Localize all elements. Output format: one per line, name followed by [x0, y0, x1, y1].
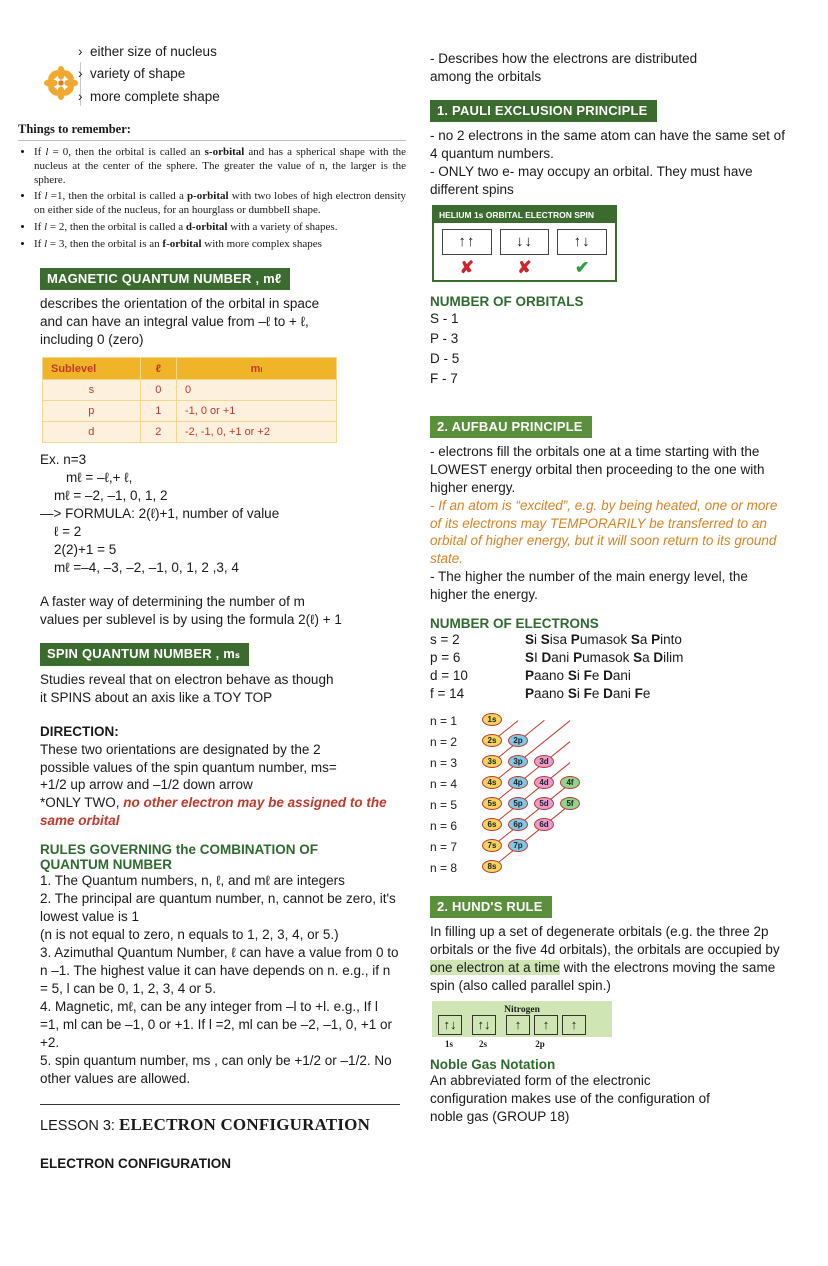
- hund-paragraph: [430, 923, 788, 995]
- energy-level-label-1: n = 1: [430, 714, 458, 729]
- orbital-bubble-6d: 6d: [534, 818, 554, 831]
- example-line-4: ℓ = 2: [54, 523, 82, 539]
- direction-line-3: +1/2 up arrow and –1/2 down arrow: [40, 777, 253, 793]
- electron-left-s: s = 2: [430, 632, 460, 648]
- helium-orbital-box: ↑↓: [557, 229, 607, 255]
- nitrogen-cell-2p-1: ↑: [506, 1015, 530, 1035]
- example-line-5: 2(2)+1 = 5: [54, 541, 117, 557]
- energy-level-label-4: n = 4: [430, 777, 458, 792]
- orbital-bubble-5f: 5f: [560, 797, 580, 810]
- orbital-bubble-4p: 4p: [508, 776, 528, 789]
- energy-level-label-7: n = 7: [430, 840, 458, 855]
- only-two-note: [40, 794, 400, 830]
- electron-row-d: [430, 667, 788, 685]
- orbital-count-p: P - 3: [430, 330, 459, 346]
- number-of-orbitals-header: NUMBER OF ORBITALS: [430, 293, 584, 309]
- orbital-bubble-3p: 3p: [508, 755, 528, 768]
- energy-level-label-2: n = 2: [430, 735, 458, 750]
- cell-sublevel: p: [43, 401, 141, 422]
- nitrogen-sublevel-labels: [432, 1039, 788, 1049]
- magnetic-quantum-number-header: MAGNETIC QUANTUM NUMBER , mℓ: [40, 268, 290, 290]
- lesson-prefix: LESSON 3:: [40, 1117, 115, 1134]
- helium-orbital-box: ↓↓: [500, 229, 550, 255]
- orbital-bubble-2s: 2s: [482, 734, 502, 747]
- nitrogen-cell-1s: ↑↓: [438, 1015, 462, 1035]
- rules-header-line-1: RULES GOVERNING the COMBINATION OF: [40, 842, 319, 858]
- hunds-rule-header: 2. HUND'S RULE: [430, 896, 552, 918]
- example-line-3: —> FORMULA: 2(ℓ)+1, number of value: [40, 505, 280, 521]
- direction-line-2: possible values of the spin quantum number, ms=: [40, 759, 337, 775]
- aufbau-italic-note: - If an atom is “excited”, e.g. by being heated, one or more of its electrons may TEMPORARILY be transferred to an orbital of higher energy, but it will soon return to its ground state.: [430, 497, 778, 567]
- faster-way-line-2: values per sublevel is by using the formula 2(ℓ) + 1: [40, 611, 342, 627]
- energy-level-label-8: n = 8: [430, 861, 458, 876]
- orbital-bubble-5p: 5p: [508, 797, 528, 810]
- example-line-6: mℓ =–4, –3, –2, –1, 0, 1, 2 ,3, 4: [54, 559, 239, 575]
- table-header-sublevel: Sublevel: [43, 358, 141, 380]
- noble-line-3: noble gas (GROUP 18): [430, 1108, 570, 1124]
- orbital-count-s: S - 1: [430, 310, 459, 326]
- magnetic-desc-1: describes the orientation of the orbital in space: [40, 296, 320, 312]
- left-column: [18, 40, 407, 1246]
- nitrogen-orbital-figure: [432, 1001, 612, 1037]
- rules-header-line-2: QUANTUM NUMBER: [40, 857, 172, 873]
- noble-line-2: configuration makes use of the configuration of: [430, 1090, 710, 1106]
- electron-row-p: [430, 649, 788, 667]
- hund-text-1: In filling up a set of degenerate orbitals (e.g. the three 2p orbitals or the five 4d orbitals), the orbitals are occupied by: [430, 924, 780, 958]
- example-line-1: mℓ = –ℓ,+ ℓ,: [66, 470, 133, 486]
- arrow-bullet-text: variety of shape: [90, 66, 186, 82]
- number-of-electrons-header: NUMBER OF ELECTRONS: [430, 616, 599, 632]
- cell-sublevel: s: [43, 380, 141, 401]
- nitrogen-label-1s: 1s: [444, 1038, 453, 1049]
- things-to-remember-block: [18, 122, 406, 251]
- lesson-title: ELECTRON CONFIGURATION: [118, 1114, 371, 1134]
- arrow-bullet-1: [40, 64, 400, 84]
- helium-mark-x: ✘: [459, 257, 474, 277]
- table-row: [43, 380, 337, 401]
- noble-line-1: An abbreviated form of the electronic: [430, 1072, 651, 1088]
- cell-ml: 0: [176, 380, 336, 401]
- helium-orbital-box: ↑↑: [442, 229, 492, 255]
- intro-line-2: among the orbitals: [430, 68, 542, 84]
- arrow-bullet-0: [40, 42, 400, 62]
- electron-left-p: p = 6: [430, 650, 461, 666]
- list-item: • If l =1, then the orbital is called a p-orbital with two lobes of high electron density on either side of the nucleus, for an hourglass or dumbbell shape.: [34, 190, 406, 218]
- table-header-l: ℓ: [140, 358, 176, 380]
- things-to-remember-list: [18, 146, 406, 251]
- rule-3: 3. Azimuthal Quantum Number, ℓ can have a value from 0 to n –1. The highest value it can have depends on n. e.g., if n = 5, l can be 0, 1, 2, 3, 4 or 5.: [40, 945, 399, 997]
- nitrogen-cell-2p-2: ↑: [534, 1015, 558, 1035]
- nitrogen-cell-2p-3: ↑: [562, 1015, 586, 1035]
- arrow-bullet-text: either size of nucleus: [90, 44, 217, 59]
- intro-line-1: - Describes how the electrons are distributed: [430, 51, 698, 66]
- rule-5: 5. spin quantum number, ms , can only be +1/2 or –1/2. No other values are allowed.: [40, 1052, 392, 1086]
- electron-mnemonic-f: Paano Si Fe Dani Fe: [525, 686, 651, 702]
- nitrogen-label-2s: 2s: [478, 1038, 487, 1049]
- direction-line-1: These two orientations are designated by the 2: [40, 741, 321, 757]
- nitrogen-label-2p: 2p: [535, 1038, 545, 1049]
- cell-l: 1: [140, 401, 176, 422]
- spin-desc-1: Studies reveal that on electron behave as though: [40, 671, 334, 687]
- orbital-bubble-6p: 6p: [508, 818, 528, 831]
- magnetic-desc-3: including 0 (zero): [40, 332, 144, 348]
- pauli-line-1: - no 2 electrons in the same atom can have the same set of 4 quantum numbers.: [430, 127, 785, 161]
- cell-ml: -1, 0 or +1: [176, 401, 336, 422]
- orbital-bubble-1s: 1s: [482, 713, 502, 726]
- pauli-exclusion-header: 1. PAULI EXCLUSION PRINCIPLE: [430, 100, 657, 122]
- spin-desc-2: it SPINS about an axis like a TOY TOP: [40, 689, 273, 705]
- hund-text-2: with the electrons moving the same spin (also called parallel spin.): [430, 960, 776, 993]
- faster-way-line-1: A faster way of determining the number of m: [40, 593, 305, 609]
- arrow-bullet-text: more complete shape: [90, 88, 220, 104]
- horizontal-divider: [18, 140, 406, 141]
- orbital-bubble-5d: 5d: [534, 797, 554, 810]
- orbital-bubble-4s: 4s: [482, 776, 502, 789]
- pauli-line-2: - ONLY two e- may occupy an orbital. They must have different spins: [430, 163, 753, 197]
- chevron-right-icon: ›: [78, 66, 83, 82]
- rule-2: 2. The principal are quantum number, n, cannot be zero, it's lowest value is 1: [40, 891, 396, 925]
- helium-cell-0: [438, 229, 496, 278]
- right-column: [430, 40, 788, 1246]
- helium-cell-1: [496, 229, 554, 278]
- hund-highlight: one electron at a time: [430, 960, 560, 976]
- electron-mnemonic-d: Paano Si Fe Dani: [525, 668, 631, 684]
- energy-level-label-5: n = 5: [430, 798, 458, 813]
- orbital-bubble-3d: 3d: [534, 755, 554, 768]
- orbital-bubble-7s: 7s: [482, 839, 502, 852]
- orbital-bubble-7p: 7p: [508, 839, 528, 852]
- energy-level-label-3: n = 3: [430, 756, 458, 771]
- aufbau-last-line: - The higher the number of the main energy level, the higher the energy.: [430, 569, 748, 603]
- cell-sublevel: d: [43, 422, 141, 443]
- flower-decoration-block: [40, 40, 400, 116]
- orbital-bubble-3s: 3s: [482, 755, 502, 768]
- helium-cell-2: [553, 229, 611, 278]
- rule-1: 1. The Quantum numbers, n, ℓ, and mℓ are integers: [40, 873, 345, 889]
- helium-mark-check: ✔: [575, 257, 590, 277]
- helium-figure-title: HELIUM 1s ORBITAL ELECTRON SPIN: [434, 207, 615, 223]
- aufbau-filling-diagram: [430, 709, 770, 894]
- table-header-row: [43, 358, 337, 380]
- table-row: [43, 401, 337, 422]
- electron-row-s: [430, 631, 788, 649]
- electron-mnemonic-s: Si Sisa Pumasok Sa Pinto: [525, 632, 682, 648]
- rule-4: 4. Magnetic, mℓ, can be any integer from –l to +l. e.g., If l =1, ml can be –1, 0 or +1. If l =2, ml can be –2, –1, 0, +1 or +2.: [40, 998, 392, 1050]
- spin-quantum-number-header: SPIN QUANTUM NUMBER , mₛ: [40, 643, 249, 666]
- orbital-bubble-2p: 2p: [508, 734, 528, 747]
- section-divider: [40, 1104, 400, 1105]
- aufbau-line-1: - electrons fill the orbitals one at a time starting with the LOWEST energy orbital then proceeding to the one with higher energy.: [430, 443, 765, 495]
- only-two-prefix: *ONLY TWO,: [40, 795, 120, 811]
- orbital-bubble-4d: 4d: [534, 776, 554, 789]
- cell-l: 0: [140, 380, 176, 401]
- orbital-bubble-5s: 5s: [482, 797, 502, 810]
- table-row: [43, 422, 337, 443]
- orbital-count-f: F - 7: [430, 371, 458, 387]
- energy-level-label-6: n = 6: [430, 819, 458, 834]
- orbital-bubble-4f: 4f: [560, 776, 580, 789]
- helium-spin-figure: [432, 205, 617, 282]
- helium-figure-body: [434, 223, 615, 280]
- electron-row-f: [430, 685, 788, 703]
- cell-l: 2: [140, 422, 176, 443]
- example-line-2: mℓ = –2, –1, 0, 1, 2: [54, 488, 168, 504]
- electron-mnemonic-p: SI Dani Pumasok Sa Dilim: [525, 650, 684, 666]
- nitrogen-cell-2s: ↑↓: [472, 1015, 496, 1035]
- lesson-heading: [40, 1115, 400, 1135]
- electron-left-f: f = 14: [430, 686, 465, 702]
- aufbau-principle-header: 2. AUFBAU PRINCIPLE: [430, 416, 592, 438]
- electron-left-d: d = 10: [430, 668, 468, 684]
- nitrogen-title: Nitrogen: [504, 1004, 540, 1015]
- orbital-count-d: D - 5: [430, 351, 460, 367]
- list-item: • If l = 3, then the orbital is an f-orbital with more complex shapes: [34, 238, 406, 252]
- only-two-emphasis: no other electron may be assigned to the same orbital: [40, 795, 387, 829]
- list-item: • If l = 0, then the orbital is called an s-orbital and has a spherical shape with the nucleus at the center of the sphere. The greater the value of n, the larger is the sphere.: [34, 146, 406, 187]
- rule-2-note: (n is not equal to zero, n equals to 1, 2, 3, 4, or 5.): [40, 927, 339, 943]
- noble-gas-notation-header: Noble Gas Notation: [430, 1056, 556, 1072]
- list-item: • If l = 2, then the orbital is called a d-orbital with a variety of shapes.: [34, 221, 406, 235]
- electron-configuration-subheading: ELECTRON CONFIGURATION: [40, 1155, 231, 1171]
- magnetic-desc-2: and can have an integral value from –ℓ to + ℓ,: [40, 314, 309, 330]
- sublevel-table: [42, 357, 337, 443]
- chevron-right-icon: ›: [78, 88, 83, 104]
- chevron-right-icon: ›: [78, 44, 83, 59]
- arrow-bullet-2: [40, 87, 400, 107]
- table-header-ml: mₗ: [176, 358, 336, 380]
- orbital-bubble-6s: 6s: [482, 818, 502, 831]
- things-to-remember-title: Things to remember:: [18, 122, 131, 136]
- helium-mark-x: ✘: [517, 257, 532, 277]
- orbital-bubble-8s: 8s: [482, 860, 502, 873]
- example-line-0: Ex. n=3: [40, 452, 87, 468]
- nitrogen-cells: [438, 1015, 606, 1035]
- direction-label: DIRECTION:: [40, 723, 119, 739]
- cell-ml: -2, -1, 0, +1 or +2: [176, 422, 336, 443]
